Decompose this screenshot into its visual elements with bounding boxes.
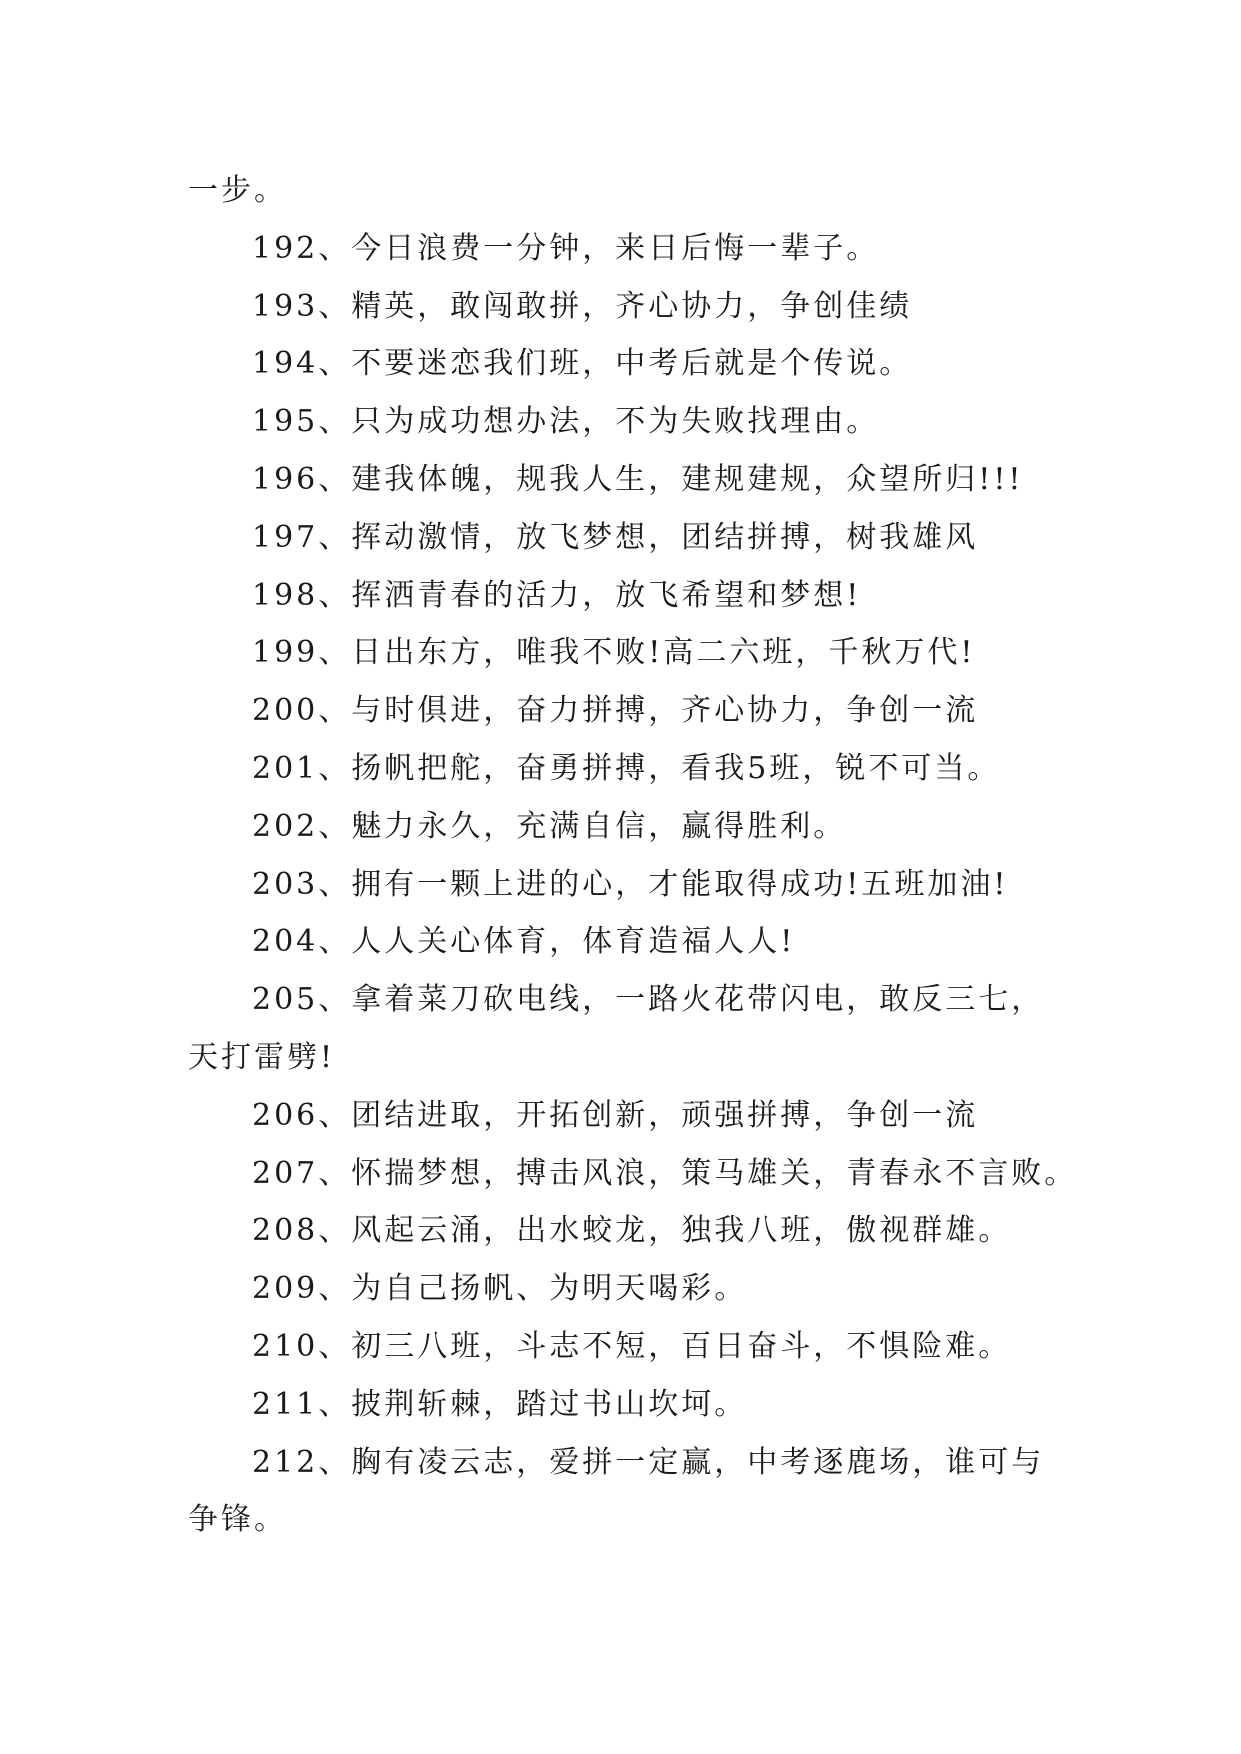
slogan-196: 196、建我体魄，规我人生，建规建规，众望所归!!! (252, 461, 1024, 497)
slogan-206: 206、团结进取，开拓创新，顽强拼搏，争创一流 (252, 1097, 979, 1133)
slogan-205-continued: 天打雷劈! (188, 1039, 336, 1075)
paragraph-line: 一步。 (188, 173, 287, 208)
slogan-193: 193、精英，敢闯敢拼，齐心协力，争创佳绩 (252, 288, 913, 324)
slogan-203: 203、拥有一颗上进的心，才能取得成功!五班加油! (252, 866, 1009, 902)
slogan-194: 194、不要迷恋我们班，中考后就是个传说。 (252, 346, 913, 382)
slogan-208: 208、风起云涌，出水蛟龙，独我八班，傲视群雄。 (252, 1213, 1012, 1249)
slogan-207: 207、怀揣梦想，搏击风浪，策马雄关，青春永不言败。 (252, 1155, 1078, 1191)
slogan-209: 209、为自己扬帆、为明天喝彩。 (252, 1271, 748, 1307)
slogan-204: 204、人人关心体育，体育造福人人! (252, 924, 796, 960)
slogan-205: 205、拿着菜刀砍电线，一路火花带闪电，敢反三七， (252, 982, 1045, 1018)
slogan-202: 202、魅力永久，充满自信，赢得胜利。 (252, 808, 847, 844)
slogan-212-continued: 争锋。 (188, 1502, 287, 1538)
slogan-200: 200、与时俱进，奋力拼搏，齐心协力，争创一流 (252, 693, 979, 729)
slogan-210: 210、初三八班，斗志不短，百日奋斗，不惧险难。 (252, 1328, 1012, 1364)
slogan-211: 211、披荆斩棘，踏过书山坎坷。 (252, 1386, 748, 1422)
slogan-195: 195、只为成功想办法，不为失败找理由。 (252, 404, 880, 440)
slogan-201: 201、扬帆把舵，奋勇拼搏，看我5班，锐不可当。 (252, 750, 1001, 786)
slogan-199: 199、日出东方，唯我不败!高二六班，千秋万代! (252, 635, 976, 671)
slogan-197: 197、挥动激情，放飞梦想，团结拼搏，树我雄风 (252, 519, 979, 555)
slogan-192: 192、今日浪费一分钟，来日后悔一辈子。 (252, 230, 880, 266)
slogan-198: 198、挥洒青春的活力，放飞希望和梦想! (252, 577, 862, 613)
document-body (188, 162, 1078, 1549)
slogan-212: 212、胸有凌云志，爱拼一定赢，中考逐鹿场，谁可与 (252, 1444, 1045, 1480)
